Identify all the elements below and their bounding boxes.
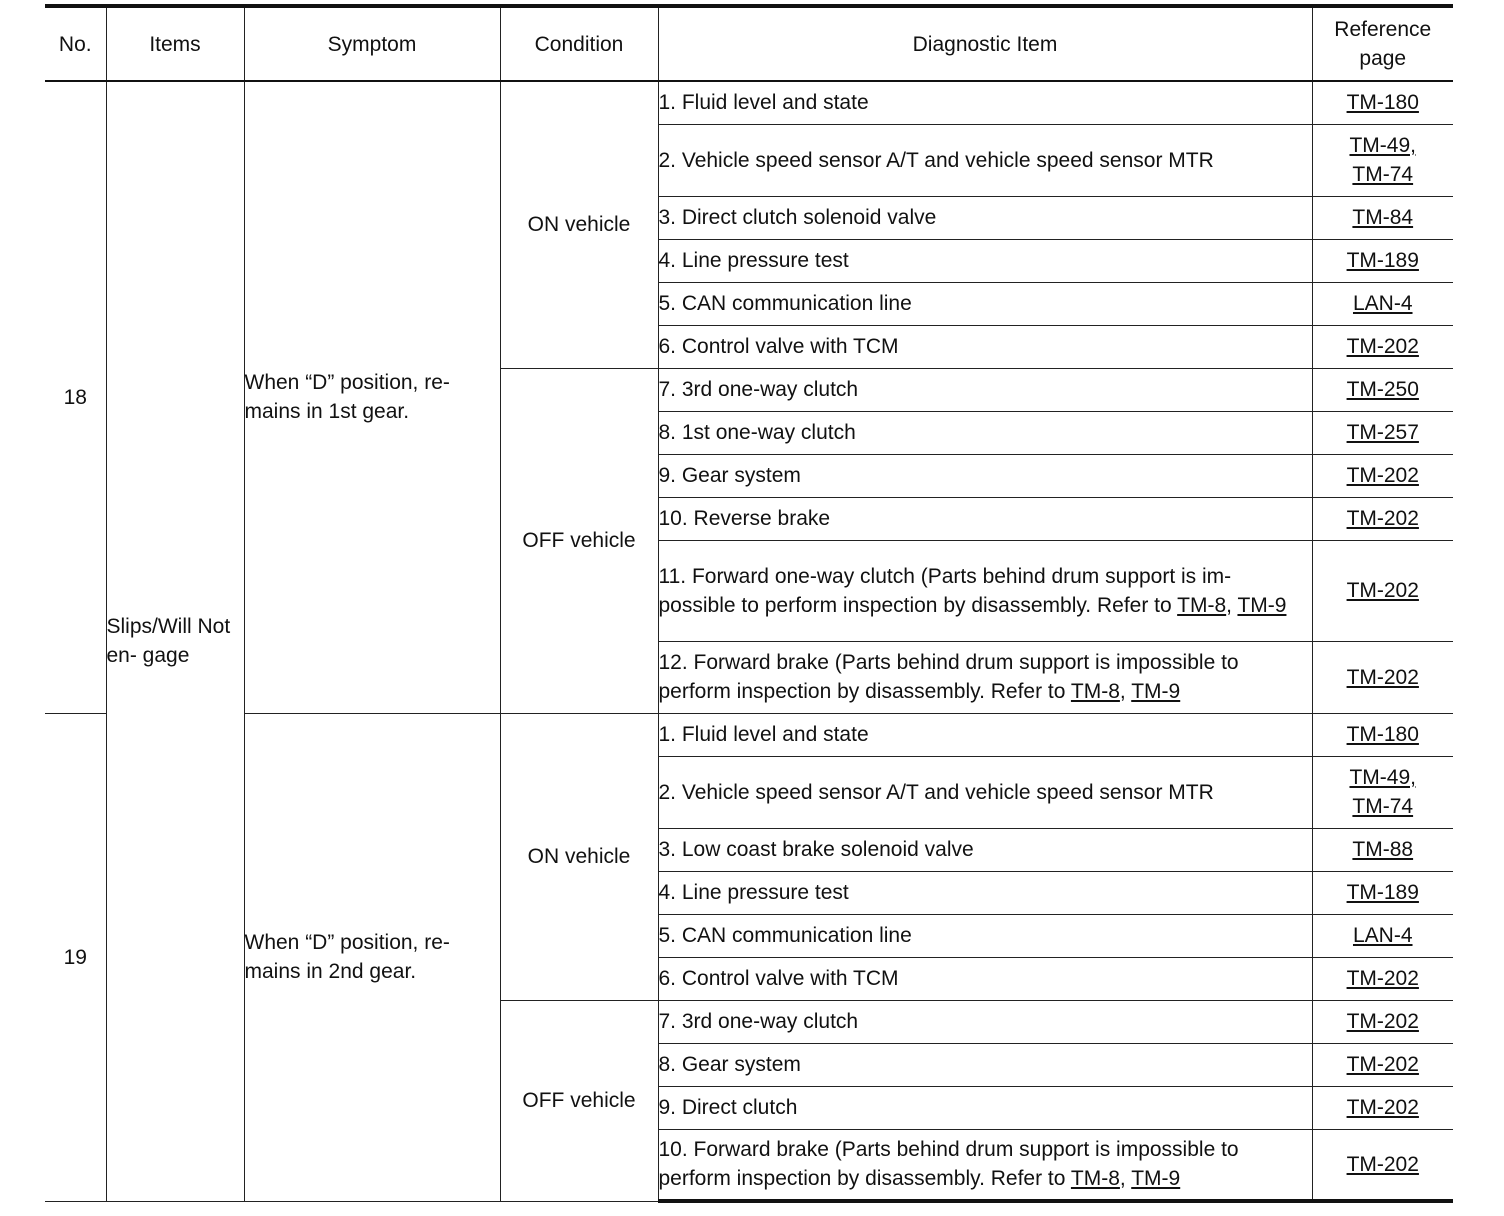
reference-link[interactable]: TM-180 [1346, 91, 1419, 115]
reference-link[interactable]: LAN-4 [1352, 924, 1413, 947]
reference-link[interactable]: LAN-4 [1352, 292, 1413, 315]
inline-reference-link[interactable]: TM-9 [1237, 593, 1287, 617]
reference-link[interactable]: TM-202 [1346, 507, 1419, 530]
diagnostic-item: 4. Line pressure test [658, 871, 1312, 914]
reference-cell [1312, 540, 1453, 641]
header-no: No. [45, 6, 106, 81]
reference-link[interactable]: TM-202 [1346, 967, 1419, 990]
reference-link[interactable]: TM-49, [1349, 766, 1416, 789]
inline-reference-link[interactable]: TM-8 [1070, 680, 1120, 703]
diagnostic-item: 9. Direct clutch [658, 1086, 1312, 1129]
diagnostic-item: 10. Forward brake (Parts behind drum support is impossible to perform inspection by disassembly. Refer to TM-8, TM-9 [658, 1129, 1312, 1201]
reference-link[interactable]: TM-189 [1346, 881, 1419, 904]
diagnostic-item: 8. 1st one-way clutch [658, 411, 1312, 454]
reference-link[interactable]: TM-202 [1346, 579, 1419, 602]
diagnostic-item: 1. Fluid level and state [658, 713, 1312, 756]
header-reference-page [1312, 6, 1453, 81]
header-reference-line1: Reference [1334, 18, 1432, 41]
reference-cell [1312, 914, 1453, 957]
reference-cell [1312, 368, 1453, 411]
reference-link[interactable]: TM-180 [1346, 723, 1419, 746]
diagnostic-item: 11. Forward one-way clutch (Parts behind drum support is im- possible to perform inspection by disassembly. Refer to TM-8, TM-9 [658, 540, 1312, 641]
diagnostic-item: 8. Gear system [658, 1043, 1312, 1086]
diagnostic-item-text: 10. Forward brake (Parts behind drum support is impossible to perform inspection by disassembly. Refer to [658, 1138, 1239, 1191]
reference-link[interactable]: TM-202 [1346, 335, 1419, 358]
table-row [45, 81, 1453, 124]
reference-cell [1312, 282, 1453, 325]
reference-link[interactable]: TM-250 [1346, 378, 1419, 401]
diagnostic-item: 4. Line pressure test [658, 239, 1312, 282]
reference-cell [1312, 81, 1453, 124]
reference-link[interactable]: TM-202 [1346, 1096, 1419, 1119]
diagnostic-item: 5. CAN communication line [658, 914, 1312, 957]
header-items: Items [106, 6, 244, 81]
header-reference-line2: page [1359, 47, 1407, 70]
inline-reference-link[interactable]: TM-8 [1070, 1167, 1120, 1191]
reference-cell [1312, 454, 1453, 497]
diagnostic-item-text: 11. Forward one-way clutch (Parts behind drum support is im- possible to perform inspection by disassembly. Refer to [658, 564, 1232, 617]
condition: OFF vehicle [500, 368, 658, 713]
reference-cell [1312, 1000, 1453, 1043]
condition: ON vehicle [500, 81, 658, 368]
diagnostic-item: 2. Vehicle speed sensor A/T and vehicle speed sensor MTR [658, 124, 1312, 196]
symptom: When “D” position, re- mains in 2nd gear. [244, 713, 500, 1201]
condition: OFF vehicle [500, 1000, 658, 1201]
diagnostic-item: 3. Low coast brake solenoid valve [658, 828, 1312, 871]
reference-cell [1312, 1043, 1453, 1086]
reference-link[interactable]: TM-202 [1346, 1152, 1419, 1176]
header-row [45, 6, 1453, 81]
reference-cell [1312, 1129, 1453, 1201]
reference-link[interactable]: TM-189 [1346, 249, 1419, 272]
reference-cell [1312, 124, 1453, 196]
reference-cell [1312, 196, 1453, 239]
reference-link[interactable]: TM-74 [1352, 795, 1414, 818]
reference-link[interactable]: TM-202 [1346, 1053, 1419, 1076]
reference-cell [1312, 713, 1453, 756]
reference-link[interactable]: TM-49, [1349, 134, 1416, 157]
diagnostic-item-text: 12. Forward brake (Parts behind drum support is impossible to perform inspection by disassembly. Refer to [658, 651, 1239, 703]
diagnostic-item: 6. Control valve with TCM [658, 325, 1312, 368]
diagnostic-item: 2. Vehicle speed sensor A/T and vehicle speed sensor MTR [658, 756, 1312, 828]
diagnostic-item: 7. 3rd one-way clutch [658, 368, 1312, 411]
reference-cell [1312, 411, 1453, 454]
reference-cell [1312, 325, 1453, 368]
row-number: 18 [45, 81, 106, 713]
reference-cell [1312, 871, 1453, 914]
reference-cell [1312, 239, 1453, 282]
inline-reference-link[interactable]: TM-9 [1131, 680, 1181, 703]
diagnostic-item: 6. Control valve with TCM [658, 957, 1312, 1000]
header-symptom: Symptom [244, 6, 500, 81]
reference-cell [1312, 1086, 1453, 1129]
reference-cell [1312, 828, 1453, 871]
diagnostic-item: 9. Gear system [658, 454, 1312, 497]
diagnostic-item: 1. Fluid level and state [658, 81, 1312, 124]
reference-link[interactable]: TM-202 [1346, 1010, 1419, 1033]
diagnostic-item: 5. CAN communication line [658, 282, 1312, 325]
diagnostic-item: 10. Reverse brake [658, 497, 1312, 540]
reference-cell [1312, 497, 1453, 540]
reference-link[interactable]: TM-84 [1352, 206, 1414, 229]
reference-link[interactable]: TM-202 [1346, 464, 1419, 487]
reference-link[interactable]: TM-257 [1346, 421, 1419, 444]
inline-reference-link[interactable]: TM-9 [1131, 1167, 1181, 1191]
diagnostic-table [45, 4, 1453, 1203]
diagnostic-item: 7. 3rd one-way clutch [658, 1000, 1312, 1043]
row-number: 19 [45, 713, 106, 1201]
diagnostic-item: 12. Forward brake (Parts behind drum support is impossible to perform inspection by disassembly. Refer to TM-8, TM-9 [658, 641, 1312, 713]
reference-cell [1312, 641, 1453, 713]
header-diagnostic-item: Diagnostic Item [658, 6, 1312, 81]
reference-link[interactable]: TM-88 [1352, 838, 1414, 861]
inline-reference-link[interactable]: TM-8 [1177, 593, 1227, 617]
reference-cell [1312, 756, 1453, 828]
items-category: Slips/Will Not en- gage [106, 81, 244, 1201]
reference-link[interactable]: TM-74 [1352, 163, 1414, 186]
table-row [45, 713, 1453, 756]
header-condition: Condition [500, 6, 658, 81]
condition: ON vehicle [500, 713, 658, 1000]
diagnostic-item: 3. Direct clutch solenoid valve [658, 196, 1312, 239]
symptom: When “D” position, re- mains in 1st gear. [244, 81, 500, 713]
reference-cell [1312, 957, 1453, 1000]
reference-link[interactable]: TM-202 [1346, 665, 1419, 689]
